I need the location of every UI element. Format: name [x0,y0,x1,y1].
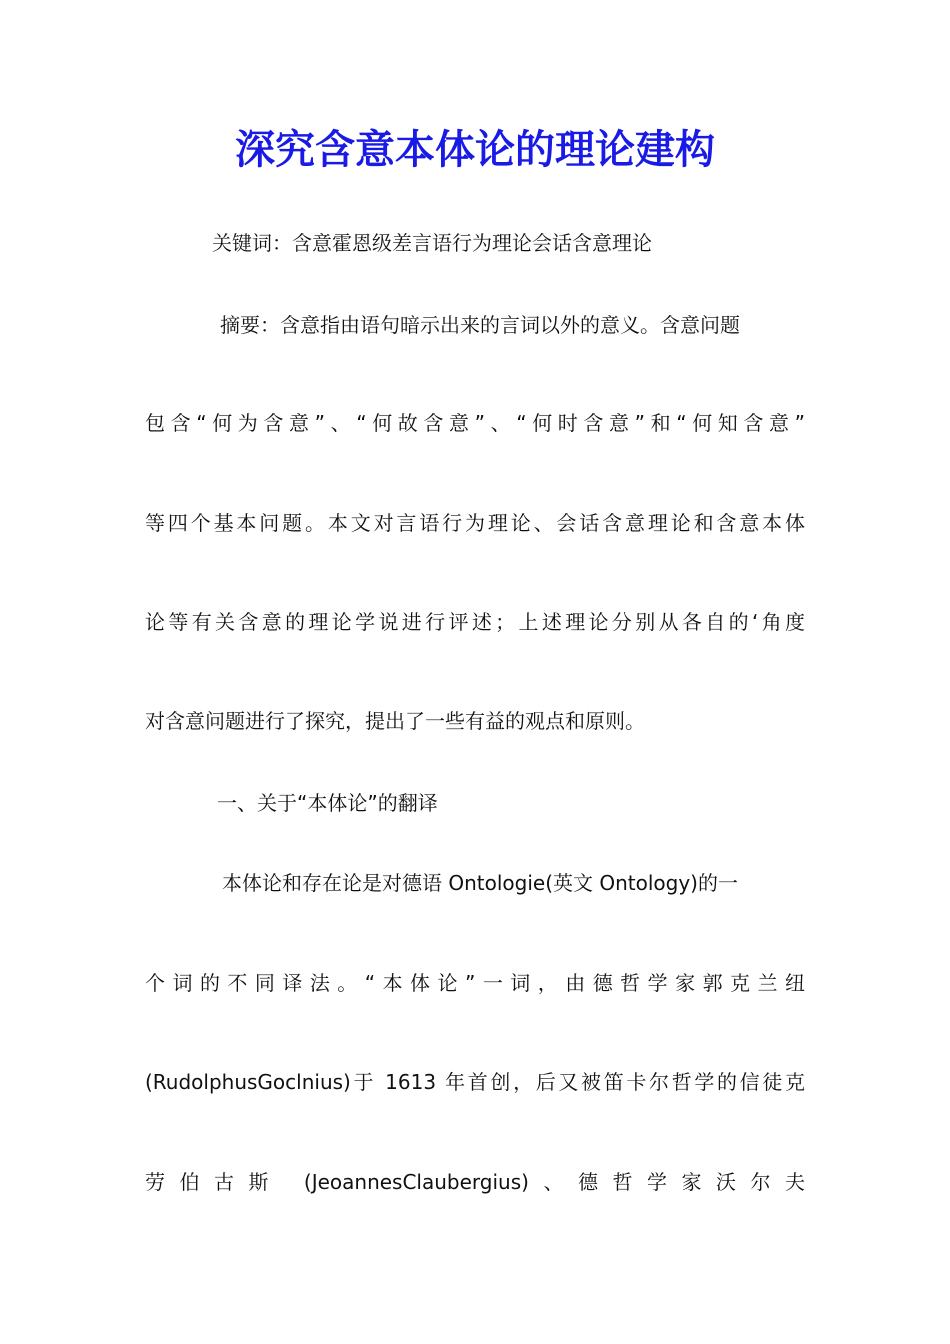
body-line-4: 劳伯古斯 (JeoannesClaubergius)、德哲学家沃尔夫 [145,1170,805,1194]
abstract-line-4: 论等有关含意的理论学说进行评述；上述理论分别从各自的‘角度 [145,610,805,634]
body-line-2: 个词的不同译法。“本体论”一词，由德哲学家郭克兰纽 [145,971,805,995]
section-heading: 一、关于“本体论”的翻译 [217,791,438,815]
abstract-line-5: 对含意问题进行了探究，提出了一些有益的观点和原则。 [145,709,645,733]
abstract-line-3: 等四个基本问题。本文对言语行为理论、会话含意理论和含意本体 [145,511,805,535]
abstract-line-2: 包含“何为含意”、“何故含意”、“何时含意”和“何知含意” [145,411,805,435]
document-title: 深究含意本体论的理论建构 [235,126,715,173]
body-line-1: 本体论和存在论是对德语 Ontologie(英文 Ontology)的一 [222,871,738,895]
body-line-3: (RudolphusGoclnius)于 1613 年首创，后又被笛卡尔哲学的信徒克 [145,1070,805,1094]
abstract-line-1: 摘要：含意指由语句暗示出来的言词以外的意义。含意问题 [220,313,740,337]
keywords-line: 关键词：含意霍恩级差言语行为理论会话含意理论 [212,231,652,255]
